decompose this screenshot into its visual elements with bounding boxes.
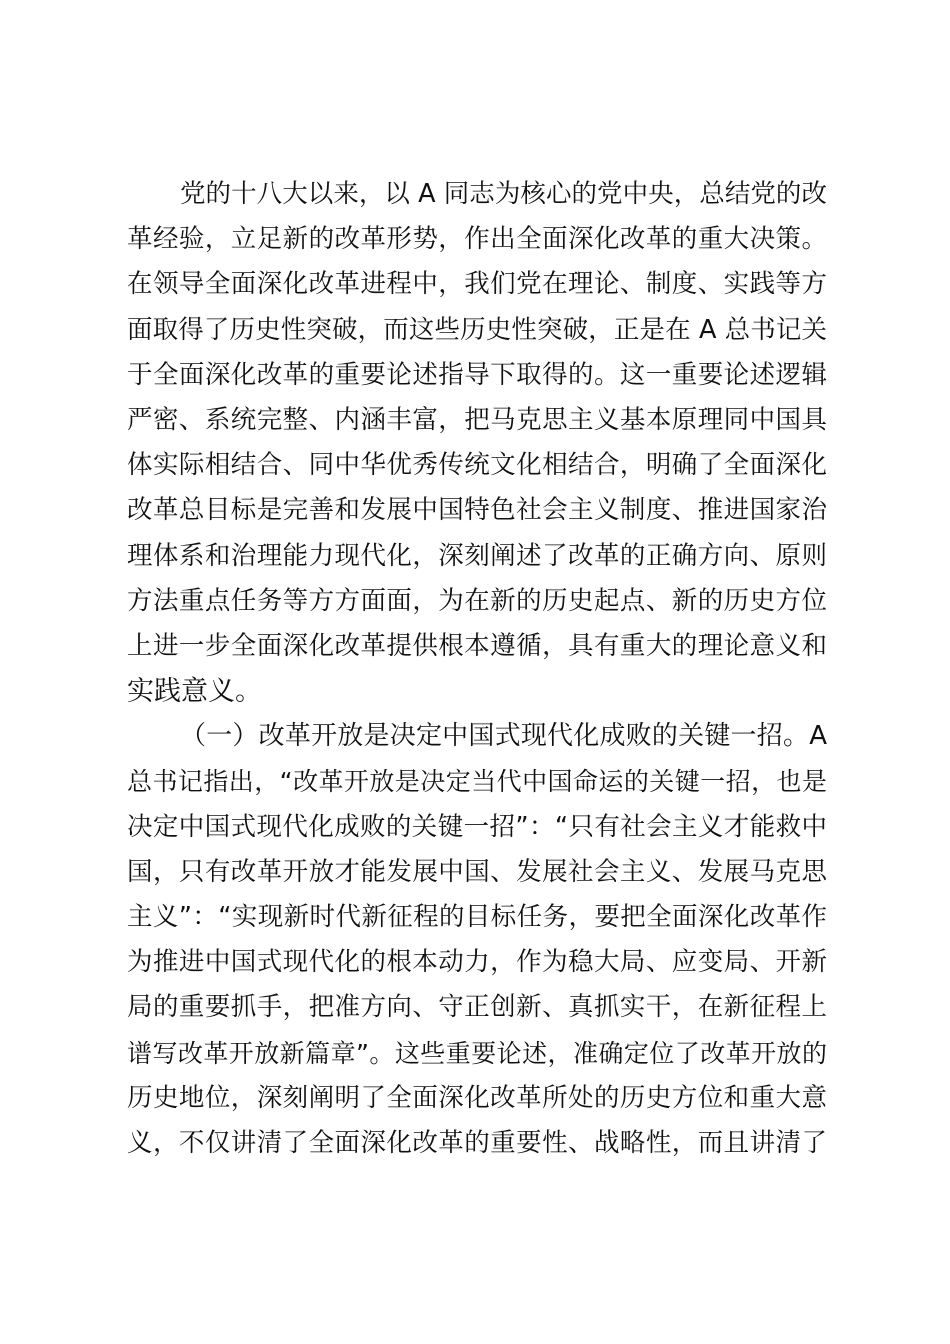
paragraph-2-line-1: （一）改革开放是决定中国式现代化成败的关键一招。A bbox=[180, 721, 827, 752]
paragraph-2-line-5: 主义”：“实现新时代新征程的目标任务，要把全面深化改革作 bbox=[127, 902, 827, 932]
paragraph-1-line-6: 严密、系统完整、内涵丰富，把马克思主义基本原理同中国具 bbox=[127, 404, 827, 435]
paragraph-1-line-3: 在领导全面深化改革进程中，我们党在理论、制度、实践等方 bbox=[127, 269, 827, 300]
paragraph-2-line-7: 局的重要抓手，把准方向、守正创新、真抓实干，在新征程上 bbox=[127, 992, 827, 1023]
paragraph-1-line-5: 于全面深化改革的重要论述指导下取得的。这一重要论述逻辑 bbox=[127, 359, 827, 390]
document-body bbox=[127, 172, 827, 1166]
paragraph-1-line-1: 党的十八大以来，以 A 同志为核心的党中央，总结党的改 bbox=[180, 179, 827, 209]
paragraph-2-line-3: 决定中国式现代化成败的关键一招”：“只有社会主义才能救中 bbox=[127, 811, 827, 842]
paragraph-2-line-8: 谱写改革开放新篇章”。这些重要论述，准确定位了改革开放的 bbox=[127, 1038, 827, 1068]
paragraph-1-line-7: 体实际相结合、同中华优秀传统文化相结合，明确了全面深化 bbox=[127, 450, 827, 481]
paragraph-1-line-11: 上进一步全面深化改革提供根本遵循，具有重大的理论意义和 bbox=[127, 630, 827, 661]
paragraph-2-line-10: 义，不仅讲清了全面深化改革的重要性、战略性，而且讲清了 bbox=[127, 1127, 827, 1158]
paragraph-1-line-10: 方法重点任务等方方面面，为在新的历史起点、新的历史方位 bbox=[127, 585, 827, 616]
paragraph-1-line-2: 革经验，立足新的改革形势，作出全面深化改革的重大决策。 bbox=[127, 224, 827, 255]
paragraph-1-line-12: 实践意义。 bbox=[127, 676, 262, 708]
paragraph-1-line-8: 改革总目标是完善和发展中国特色社会主义制度、推进国家治 bbox=[127, 495, 827, 526]
paragraph-1-line-4: 面取得了历史性突破，而这些历史性突破，正是在 A 总书记关 bbox=[127, 314, 827, 345]
paragraph-2-line-9: 历史地位，深刻阐明了全面深化改革所处的历史方位和重大意 bbox=[127, 1082, 827, 1113]
paragraph-2-line-2: 总书记指出，“改革开放是决定当代中国命运的关键一招，也是 bbox=[127, 767, 827, 797]
paragraph-1-line-9: 理体系和治理能力现代化，深刻阐述了改革的正确方向、原则 bbox=[127, 540, 827, 571]
paragraph-2-line-4: 国，只有改革开放才能发展中国、发展社会主义、发展马克思 bbox=[127, 856, 827, 887]
paragraph-2-line-6: 为推进中国式现代化的根本动力，作为稳大局、应变局、开新 bbox=[127, 947, 827, 978]
